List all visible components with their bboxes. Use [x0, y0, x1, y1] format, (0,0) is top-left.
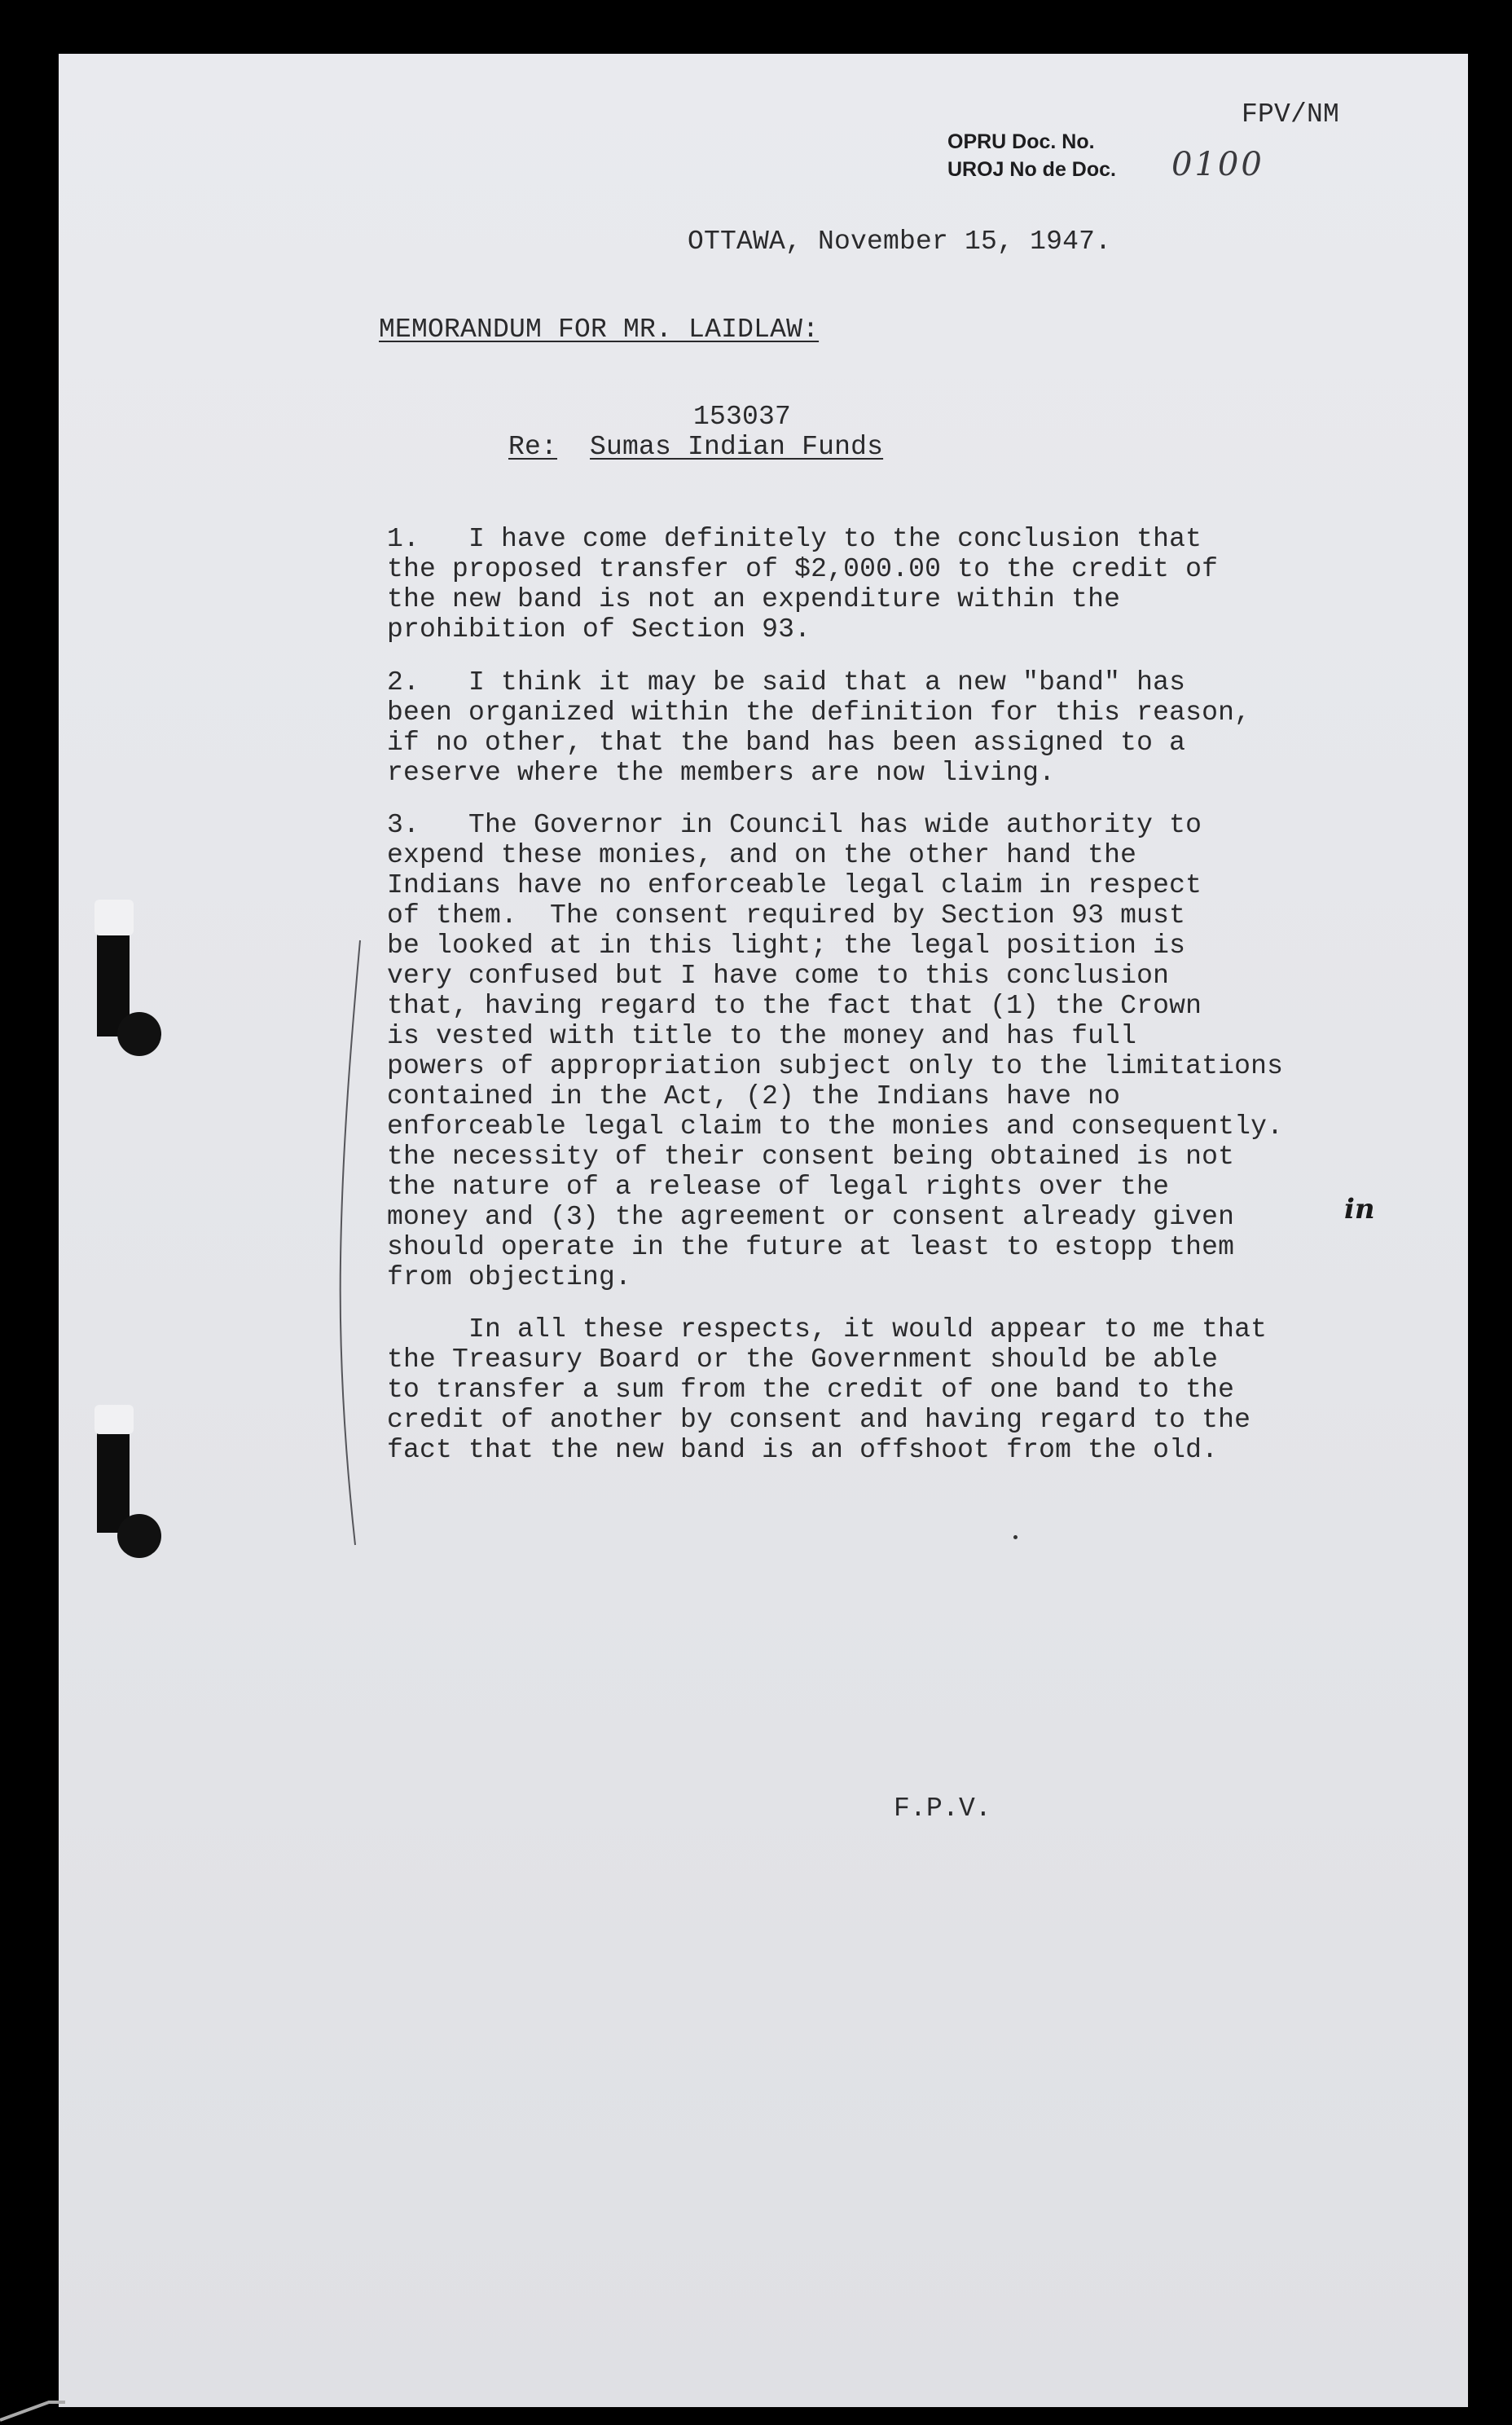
text-line: powers of appropriation subject only to the limitations — [387, 1051, 1284, 1081]
text-line: In all these respects, it would appear to me that — [387, 1314, 1268, 1345]
text-line: the new band is not an expenditure within the — [387, 584, 1121, 614]
text-line: the proposed transfer of $2,000.00 to the credit of — [387, 554, 1219, 584]
text-line: 3. The Governor in Council has wide authority to — [387, 810, 1202, 840]
paragraph-3 — [387, 810, 1283, 1292]
text-line: fact that the new band is an offshoot from the old. — [387, 1435, 1219, 1465]
text-line: the nature of a release of legal rights over the — [387, 1172, 1170, 1202]
text-line: been organized within the definition for this reason, — [387, 698, 1251, 728]
text-line: if no other, that the band has been assigned to a — [387, 728, 1186, 758]
text-line: 2. I think it may be said that a new "band" has — [387, 667, 1186, 698]
text-line: very confused but I have come to this conclusion — [387, 961, 1170, 991]
text-line: that, having regard to the fact that (1) the Crown — [387, 991, 1202, 1021]
text-line: the necessity of their consent being obtained is not — [387, 1142, 1235, 1172]
handwritten-insert: in — [1344, 1193, 1375, 1226]
text-line: should operate in the future at least to estopp them — [387, 1232, 1235, 1262]
ink-dot — [1013, 1535, 1018, 1539]
punch-hole — [117, 1514, 161, 1558]
margin-pencil-line — [327, 934, 376, 1553]
text-line: the Treasury Board or the Government should be able — [387, 1345, 1219, 1375]
binder-tab — [94, 1405, 134, 1434]
text-line: enforceable legal claim to the monies and consequently. — [387, 1111, 1284, 1142]
file-reference: FPV/NM — [1242, 99, 1340, 130]
re-subject: Sumas Indian Funds — [590, 432, 884, 462]
text-line: expend these monies, and on the other hand the — [387, 840, 1137, 870]
scan-corner-mark — [0, 2396, 65, 2425]
text-line: to transfer a sum from the credit of one band to the — [387, 1375, 1235, 1405]
signature-initials: F.P.V. — [894, 1793, 992, 1824]
memo-heading: MEMORANDUM FOR MR. LAIDLAW: — [379, 315, 820, 345]
text-line: of them. The consent required by Section 93 must — [387, 900, 1186, 931]
text-line: contained in the Act, (2) the Indians have no — [387, 1081, 1121, 1111]
stamp-uroj-label: UROJ No de Doc. — [947, 158, 1116, 181]
punch-hole — [117, 1012, 161, 1056]
text-line: be looked at in this light; the legal position is — [387, 931, 1186, 961]
stamp-opru-label: OPRU Doc. No. — [947, 130, 1095, 153]
paragraph-1 — [387, 524, 1218, 645]
binder-clip — [97, 1423, 130, 1533]
paragraph-4 — [387, 1314, 1267, 1465]
text-line: 1. I have come definitely to the conclusion that — [387, 524, 1202, 554]
text-line: Indians have no enforceable legal claim in respect — [387, 870, 1202, 900]
re-label: Re: — [508, 432, 558, 462]
dateline: OTTAWA, November 15, 1947. — [688, 227, 1112, 257]
text-line: from objecting. — [387, 1262, 632, 1292]
text-line: is vested with title to the money and has full — [387, 1021, 1137, 1051]
text-line: money and (3) the agreement or consent already given — [387, 1202, 1235, 1232]
text-line: reserve where the members are now living. — [387, 758, 1056, 788]
binder-tab — [94, 900, 134, 935]
paragraph-2 — [387, 667, 1250, 788]
re-line — [508, 432, 883, 462]
file-number: 153037 — [693, 402, 792, 432]
document-page — [59, 54, 1468, 2407]
text-line: credit of another by consent and having regard to the — [387, 1405, 1251, 1435]
stamp-doc-number: 0100 — [1171, 146, 1264, 183]
text-line: prohibition of Section 93. — [387, 614, 811, 645]
